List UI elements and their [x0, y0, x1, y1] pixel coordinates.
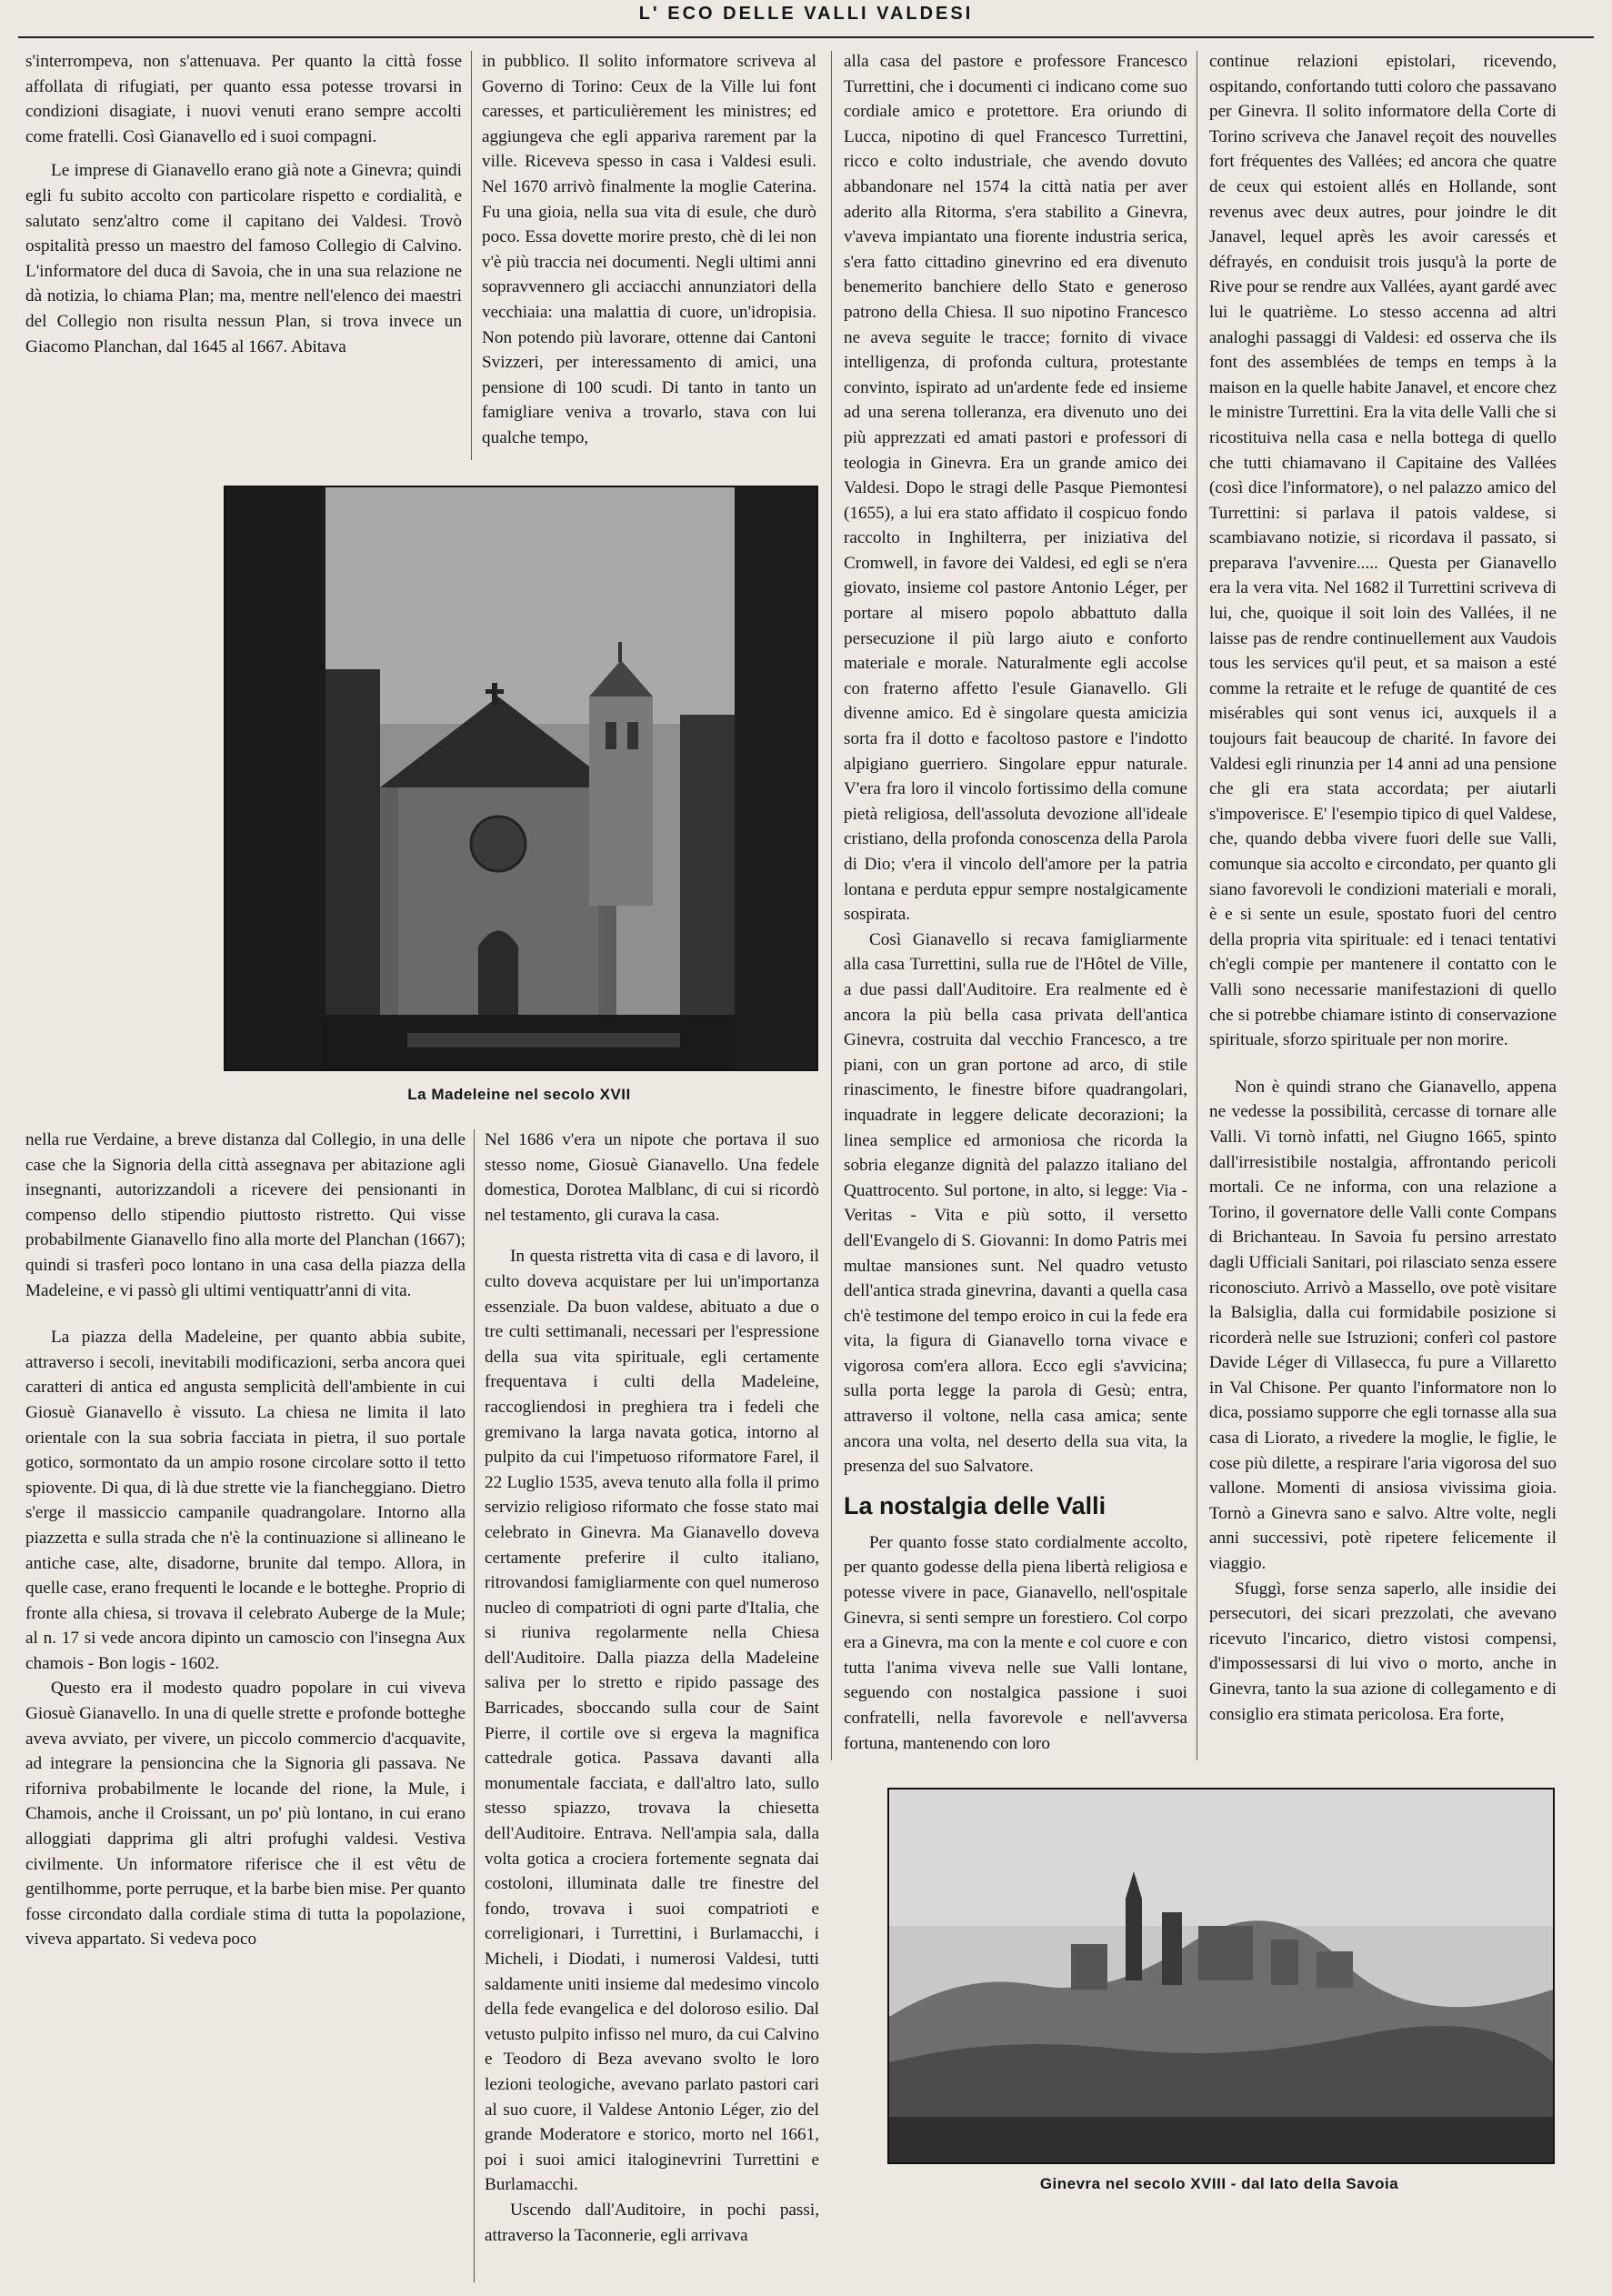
paragraph: Le imprese di Gianavello erano già note a Ginevra; quindi egli fu subito accolto con particolare rispetto e cordialità, e salutato senz'altro come il capitano dei Valdesi. Trovò ospitalità presso un maestro del famoso Collegio di Calvino. L'informatore del duca di Savoia, che in una sua relazione ne dà notizia, lo chiama Plan; ma, mentre nell'elenco dei maestri del Collegio non risulta nessun Plan, si trova invece un Giacomo Planchan, dal 1645 al 1667. Abitava [25, 161, 462, 356]
paragraph: Sfuggì, forse senza saperlo, alle insidie dei persecutori, dei sicari prezzolati, che avevano ricevuto l'incarico, dietro vistosi compensi, d'impossessarsi di lui vivo o morto, anche in Ginevra, tanto la sua azione di collegamento e di consiglio era stimata pericolosa. Era forte, [1209, 1579, 1557, 1724]
paragraph: Uscendo dall'Auditoire, in pochi passi, attraverso la Taconnerie, egli arrivava [485, 2200, 819, 2245]
paragraph: nella rue Verdaine, a breve distanza dal Collegio, in una delle case che la Signoria della città assegnava per abitazione agli insegnanti, autorizzandoli a ricevere dei pensionanti in compenso dello stipendio piuttosto ristretto. Qui visse probabilmente Gianavello fino alla morte del Planchan (1667); quindi si trasferì poco lontano in una casa della piazza della Madeleine, e vi passò gli ultimi ventiquattr'anni di vita. [25, 1130, 466, 1300]
paragraph: Non è quindi strano che Gianavello, appena ne vedesse la possibilità, cercasse di tornare alle Valli. Vi tornò infatti, nel Giugno 1665, spinto dall'irresistibile nostalgia, affrontando pericoli mortali. Ce ne informa, con una relazione a Torino, il governatore delle Valli conte Compans di Brichanteau. In Savoia fu persino arrestato dagli Ufficiali Sanitari, poi rilasciato senza essere riconosciuto. Arrivò a Massello, ove potè visitare la Balsiglia, dalla cui formidabile posizione si ricorderà nelle sue Istruzioni; conferì col pastore Davide Léger di Villasecca, fu pure a Villaretto in Val Chisone. Per quanto l'informatore non lo dica, possiamo supporre che egli tornasse alla sua casa di Liorato, a rivedere la moglie, le figlie, le cose più dilette, a respirare l'aria vigorosa del suo vallone. Momenti di ansiosa vivissima gioia. Tornò a Ginevra sano e salvo. Altre volte, negli anni successivi, potè ripetere felicemente il viaggio. [1209, 1077, 1557, 1574]
madeleine-engraving [224, 486, 818, 1071]
header-rule [18, 36, 1594, 38]
paragraph: Nel 1686 v'era un nipote che portava il suo stesso nome, Giosuè Gianavello. Una fedele domestica, Dorotea Malblanc, di cui si ricordò nel testamento, gli curava la casa. [485, 1130, 819, 1225]
section-heading: La nostalgia delle Valli [844, 1491, 1106, 1519]
church-illustration [225, 487, 816, 1069]
paragraph: alla casa del pastore e professore Francesco Turrettini, che i documenti ci indicano come suo cordiale amico e protettore. Era oriundo di Lucca, nipotino di quel Francesco Turrettini, ricco e colto industriale, che avendo dovuto abbandonare nel 1574 la città natia per aver aderito alla Ritorma, s'era stabilito a Ginevra, v'aveva impiantato una fiorente industria serica, s'era fatto cittadino ginevrino ed era divenuto benemerito banchiere dello Stato e generoso patrono della Chiesa. Il suo nipotino Francesco ne aveva seguite le tracce; fornito di vivace intelligenza, di profonda cultura, protestante convinto, ispirato ad un'ardente fede ed insieme ad una serena tolleranza, era divenuto uno dei più apprezzati ed amati pastori e professori di teologia in Ginevra. Era un grande amico dei Valdesi. Dopo le stragi delle Pasque Piemontesi (1655), a lui era stato affidato il cospicuo fondo raccolto in Inghilterra, per iniziativa del Cromwell, in favore dei Valdesi, ed egli se n'era giovato, insieme col pastore Antonio Léger, per portare al misero popolo abbattuto dalla persecuzione il più largo aiuto e conforto materiale e morale. Naturalmente egli accolse con fraterno affetto l'esule Gianavello. Gli divenne amico. Ed è singolare questa amicizia sorta fra il dotto e facoltoso pastore e l'indotto alpigiano guerriero. Singolare eppur naturale. V'era fra loro il vincolo fortissimo della comune pietà religiosa, dell'assoluta devozione all'ideale cristiano, della profonda conoscenza della Parola di Dio; v'era il vincolo dell'amore per la patria lontana e perduta eppur sempre nostalgicamente sospirata. [844, 52, 1187, 925]
city-panorama-illustration [889, 1790, 1553, 2162]
paragraph: La piazza della Madeleine, per quanto abbia subite, attraverso i secoli, inevitabili modificazioni, serba ancora quei caratteri di antica ed angusta semplicità dell'ambiente in cui Giosuè Gianavello è vissuto. La chiesa ne limita il lato orientale con la sua sobria facciata in pietra, il suo portale gotico, sormontato da un ampio rosone circolare sotto il tetto spiovente. Di qua, di là due strette vie la fiancheggiano. Dietro s'erge il massiccio campanile quadrangolare. Intorno alla piazzetta e sulla strada che n'è la continuazione si allineano le antiche case, alte, disadorne, brunite dal tempo. Allora, in quelle case, erano frequenti le locande e le botteghe. Proprio di fronte alla chiesa, si trovava il celebrato Auberge de la Mule; al n. 17 si vede ancora dipinto un camoscio con l'insegna Aux chamois - Bon logis - 1602. [25, 1328, 466, 1673]
column-rule [831, 51, 832, 1760]
paragraph: continue relazioni epistolari, ricevendo, ospitando, confortando tutti coloro che passavano per Ginevra. Il solito informatore della Corte di Torino scriveva che Janavel reçoit des nouvelles fort fréquentes des Vallées; ed ancora che quatre de ceux qui estoient allés en Hollande, sont revenus avec deux autres, pour joindre le dit Janavel, lequel après les avoir caressés et défrayés, en conduisit trois jusqu'à la porte de Rive pour se rendre aux Vallées, ayant gardé avec lui le quatrième. Lo stesso accenna ad altri analoghi passaggi di Valdesi: ed osserva che ils font des assemblées de temps en temps à la maison en la quelle habite Janavel, et encore chez le ministre Turrettini. Era la vita delle Valli che si ricostituiva nella casa e nella bottega di quello che tutti chiamavano il Capitaine des Vallées (così dice l'informatore), o nel palazzo amico del Turrettini: si parlava il patois valdese, si scambiavano notizie, si ricordava il passato, si preparava l'avvenire..... Questa per Gianavello era la vera vita. Nel 1682 il Turrettini scriveva di lui, che, quoique il soit loin des Vallées, il ne laisse pas de rendre continuellement aux Vaudois tous les services qu'il peut, et sa maison a esté comme la retraite et le refuge de quantité de ces misérables qui sont venus ici, auxquels il a toujours fait beaucoup de charité. In favore dei Valdesi egli rinunzia per 14 anni ad una pensione che gli era stata accordata; per aiutarli s'impoverisce. E' l'esempio tipico di quel Valdese, che, quando debba vivere fuori delle sue Valli, comunque sia accolto e circondato, per quanto gli siano favorevoli le condizioni materiali e morali, è e si sente un esule, spostato fuori del centro della propria vita spirituale: ed i tenaci tentativi ch'egli compie per mantenere il contatto con le Valli sono necessarie manifestazioni di quello che si potrebbe chiamare istinto di conservazione spirituale, sforzo spirituale per non morire. [1209, 52, 1557, 1050]
paragraph: in pubblico. Il solito informatore scriveva al Governo di Torino: Ceux de la Ville lui font caresses, et particulièrement les ministres; ed aggiungeva che egli appariva rarement par la ville. Riceveva spesso in casa i Valdesi esuli. Nel 1670 arrivò finalmente la moglie Caterina. Fu una gioia, nella sua vita di esule, che durò poco. Essa dovette morire presto, chè di lei non v'è più traccia nei documenti. Negli ultimi anni sopravvennero gli acciacchi annunziatori della vecchiaia: una malattia di cuore, un'idropisia. Non potendo più lavorare, ottenne dai Cantoni Svizzeri, per interessamento di amici, una pensione di 100 scudi. Di tanto in tanto un famigliare veniva a trovarlo, stava con lui qualche tempo, [482, 52, 816, 447]
paragraph: Questo era il modesto quadro popolare in cui viveva Giosuè Gianavello. In una di quelle strette e profonde botteghe aveva avviato, per vivere, un piccolo commercio d'acquavite, ad integrare la pensioncina che la Signoria gli passava. Ne riforniva probabilmente le locande del rione, la Mule, i Chamois, anche il Croissant, un po' più lontano, in cui erano alloggiati dapprima gli altri profughi valdesi. Vestiva civilmente. Un informatore riferisce che il est vêtu de gentilhomme, porte perruque, et la barbe bien mise. Per quanto fosse circondato dalla cordiale stima di tutta la popolazione, viveva appartato. Si vedeva poco [25, 1679, 466, 1950]
column-4 [1209, 49, 1557, 1759]
paragraph: Così Gianavello si recava famigliarmente alla casa Turrettini, sulla rue de l'Hôtel de Ville, a due passi dall'Auditoire. Era realmente ed è ancora la più bella casa privata dell'antica Ginevra, costruita dal vecchio Francesco, a tre piani, con un gran portone ad arco, di stile rinascimento, le finestre bifore quadrangolari, inquadrate in leggere delicate decorazioni; la linea semplice ed armoniosa che ricorda la sobria eleganze dignità del palazzo italiano del Quattrocento. Sul portone, in alto, si legge: Via - Veritas - Vita e più sotto, il versetto dell'Evangelo di S. Giovanni: In domo Patris mei multae mansiones sunt. Nel quadro vetusto dell'antica strada ginevrina, davanti a quella casa ch'è testimone del tempo eroico in cui la fede era vita, la figura di Gianavello torna vivace e vigorosa com'era allora. Ecco egli s'avvicina; sulla porta legge la parola di Gesù; entra, attraverso il voltone, nella casa amica; sente ancora una volta, nel deserto della sua vita, la presenza del suo Salvatore. [844, 929, 1187, 1477]
paragraph: s'interrompeva, non s'attenuava. Per quanto la città fosse affollata di rifugiati, per quanto essa potesse trovarsi in condizioni disagiate, i nuovi venuti erano sempre accolti come fratelli. Così Gianavello ed i suoi compagni. [25, 52, 462, 146]
running-header: L' ECO DELLE VALLI VALDESI [638, 4, 974, 24]
paragraph: In questa ristretta vita di casa e di lavoro, il culto doveva acquistare per lui un'importanza essenziale. Da buon valdese, abituato a due o tre culti settimanali, necessari per l'espressione della sua vita spirituale, egli certamente frequentava i culti della Madeleine, raccogliendosi in preghiera tra i fedeli che gremivano la larga navata gotica, intorno al pulpito da cui l'impetuoso riformatore Farel, il 22 Luglio 1535, aveva tenuto alla folla il primo servizio religioso riformato che fosse stato mai celebrato in Ginevra. Ma Gianavello doveva certamente preferire il culto italiano, ritrovandosi famigliarmente con quel numeroso nucleo di compatrioti di ogni parte d'Italia, che si riuniva regolarmente nella Chiesa dell'Auditoire. Dalla piazza della Madeleine saliva per lo stretto e ripido passage des Barricades, sboccando sulla cour de Saint Pierre, il cortile ove si ergeva la magnifica cattedrale gotica. Passava davanti alla monumentale facciata, e dall'altro lato, sullo stesso spiazzo, trovava la chiesetta dell'Auditoire. Entrava. Nell'ampia sala, dalla volta gotica a crociera fortemente segnata dai costoloni, illuminata dalle tre finestre del fondo, trovava i suoi compatrioti e correligionari, i Turrettini, i Burlamacchi, i Micheli, i Diodati, i numerosi Valdesi, tutti saldamente uniti insieme dal medesimo vincolo della fede evangelica e del doloroso esilio. Dal vetusto pulpito infisso nel muro, da cui Calvino e Teodoro di Beza avevano svolto le loro lezioni teologiche, avevano parlato pastori cari al suo cuore, il Valdese Antonio Léger, zio del grande Moderatore e storico, morto nel 1661, poi i suoi amici italoginevrini Turrettini e Burlamacchi. [485, 1247, 819, 2195]
column-rule [471, 51, 472, 460]
column-2-bottom [485, 1128, 819, 2281]
column-2-top [482, 49, 816, 476]
geneva-engraving [887, 1788, 1555, 2164]
figure-caption-geneva: Ginevra nel secolo XVIII - dal lato della Savoia [1039, 2175, 1399, 2192]
column-rule [1196, 51, 1197, 1760]
column-1-bottom [25, 1128, 466, 2281]
paragraph: Per quanto fosse stato cordialmente accolto, per quanto godesse della piena libertà religiosa e potesse vivere in pace, Gianavello, nell'ospitale Ginevra, si senti sempre un forestiero. Col corpo era a Ginevra, ma con la mente e col cuore e con tutta l'anima viveva nelle sue Valli lontane, seguendo con nostalgica passione i suoi confratelli, nella favorevole e nell'avversa fortuna, mantenendo con loro [844, 1532, 1187, 1753]
column-3 [844, 49, 1187, 1759]
column-1-top [25, 49, 462, 467]
column-rule [474, 1129, 475, 2282]
figure-caption-madeleine: La Madeleine nel secolo XVII [407, 1086, 631, 1103]
